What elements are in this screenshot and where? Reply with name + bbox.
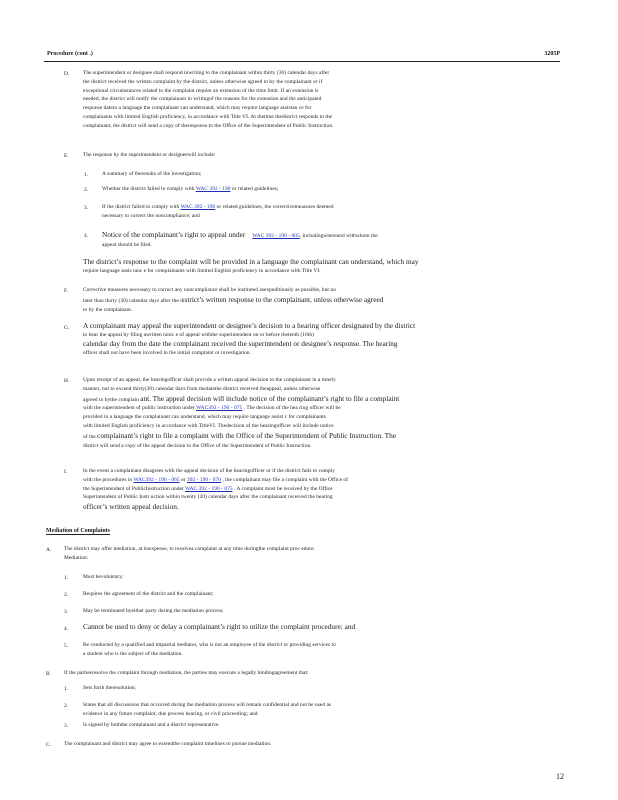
text-line: calendar day from the date the complainant received the superintendent or designee’s response. The hearing <box>83 339 398 349</box>
e-item-4-text <box>102 230 554 250</box>
e-closing <box>83 257 555 275</box>
text-line: complainant, the district will send a copy of theresponse to the Office of the Superintendent of Public Instruction. <box>83 122 334 129</box>
med-a-4-num: 4. <box>64 626 69 632</box>
med-b-1-text: Sets forth theresolution; <box>83 685 137 691</box>
text-line: evidence in any future complaint, due process hearing, or civil proceeding; and <box>83 710 258 717</box>
text-line: require language assis tanc e for complainants with limited English proficiency in accordance with Title VI. <box>83 267 321 274</box>
text-line: Be conducted by a qualified and impartial mediator, who is not an employee of the district or providing services to <box>83 642 336 648</box>
text-fragment: Whether the district failed to comply with <box>102 186 196 192</box>
wac-link[interactable]: 392 - 190 - 070 <box>186 476 221 483</box>
text-fragment: , the complainant may file a complaint with the Office of <box>220 476 349 483</box>
wac-link[interactable]: WAC 392 - 190 - 005 <box>252 233 300 239</box>
med-a-3-num: 3. <box>64 609 69 615</box>
e-item-3-num: 3. <box>84 205 89 211</box>
text-line: appeal should be filed. <box>102 241 152 248</box>
med-b-3-num: 3. <box>64 723 69 729</box>
item-g-text <box>83 321 555 358</box>
med-a-label: A. <box>46 547 52 553</box>
med-a-2-text: Requires the agreement of the district and the complainant; <box>83 591 214 597</box>
text-line: The district’s response to the complaint will be provided in a language the complainant can understand, which may <box>83 257 419 266</box>
text-fragment: agreed to bythe complain <box>83 396 141 403</box>
page-number: 12 <box>556 772 564 781</box>
text-line: The district may offer mediation, at itsexpense, to resolvea complaint at any time duringthe complaint proc edure. <box>64 546 315 552</box>
med-b-intro: If the partiesresolve the complaint through mediation, the parties may execute a legally bindingagreement that: <box>64 670 309 676</box>
text-line: officer shall not have been involved in the initial complaint or investigation. <box>83 349 251 356</box>
wac-link[interactable]: WAC 392 - 190 <box>195 186 231 192</box>
text-line: the district received the written complaint by the district, unless otherwise agreed to by the complainant or if <box>83 78 323 85</box>
med-a-1-text: Must bevoluntary; <box>83 574 124 580</box>
med-a-4-text: Cannot be used to deny or delay a complainant’s right to utilize the complaint procedure; and <box>83 622 356 631</box>
text-line: The superintendent or designee shall respond inwriting to the complainant within thirty (30) calendar days after <box>83 70 330 76</box>
text-fragment: later than thirty (30) calendar days after the di <box>83 297 185 304</box>
text-line: district will send a copy of the appeal decision to the Office of the Superintendent of Public Instruction. <box>83 442 312 449</box>
med-c-label: C. <box>46 742 51 748</box>
text-line: States that all discussions that occurred during the mediation process will remain confidential and not be used as <box>83 702 332 708</box>
e-item-2-text <box>102 185 552 194</box>
text-fragment: or related guidelines, the correctivemeasures deemed <box>215 204 334 210</box>
text-fragment: , includingwhereand withwhom the <box>299 233 378 239</box>
text-fragment: Notice of the complainant’s right to appeal under <box>102 230 246 239</box>
med-a-5-num: 5. <box>64 643 69 649</box>
procedure-header <box>44 49 560 62</box>
text-fragment: or <box>179 476 187 483</box>
text-fragment: the Superintendent of PublicInstruction under <box>83 485 186 492</box>
med-a-1-num: 1. <box>64 575 69 581</box>
text-line: with limited English proficiency in accordance with TitleVI. Thedecision of the hearingofficer will include notice <box>83 422 334 429</box>
e-item-1-text: A summary of theresults of the investigation; <box>102 171 202 177</box>
text-line: Mediation: <box>64 554 89 561</box>
med-a-2-num: 2. <box>64 592 69 598</box>
med-a-5-text <box>83 641 555 659</box>
text-line: In the event a complainant disagrees with the appeal decision of the hearingofficer or if the district fails to comply <box>83 468 336 474</box>
header-code: 3205P <box>544 51 560 57</box>
item-e-intro: The response by the superintendent or designeewill include: <box>83 152 216 158</box>
med-a-text <box>64 545 558 563</box>
text-fragment: with the superintendent of public instruction under <box>83 405 197 412</box>
e-item-2-num: 2. <box>84 187 89 193</box>
e-item-4-num: 4. <box>84 233 89 239</box>
text-line: A complainant may appeal the superintendent or designee’s decision to a hearing officer designated by the district <box>83 321 416 330</box>
e-item-1-num: 1. <box>84 172 89 178</box>
med-b-2-text <box>83 701 555 719</box>
text-fragment: . The decision of the hea ring officer will be <box>242 405 341 412</box>
item-f-label: F. <box>64 288 68 294</box>
text-fragment: strict’s written response to the complainant, unless otherwise agreed <box>184 294 384 304</box>
text-line: necessary to correct the noncompliance; and <box>102 212 200 219</box>
text-fragment: or related guidelines; <box>230 186 279 192</box>
wac-link[interactable]: WAC 392 - 190 <box>180 204 216 210</box>
med-b-1-num: 1. <box>64 686 69 692</box>
item-d-label: D. <box>64 71 70 77</box>
text-fragment: of the <box>83 433 98 440</box>
text-line: provided in a language the complainant can understand, which may require language assist c for complainants <box>83 414 326 421</box>
med-b-label: B. <box>46 671 51 677</box>
text-fragment: . A complaint must be received by the Office <box>232 485 333 492</box>
wac-link[interactable]: WAC392 - 190 - 065 <box>133 476 180 483</box>
text-fragment: If the district failed to comply with <box>102 204 181 210</box>
item-e-label: E. <box>64 153 69 159</box>
text-line: complainants with limited English proficiency, in accordance with Title VI. At thetime thedistrict responds to the <box>83 113 333 120</box>
text-line: to hear the appeal by filing awritten notic e of appeal withthe superintendent on or before thetenth (10th) <box>83 331 314 338</box>
item-h-text <box>83 376 555 450</box>
text-line: needed, the district will notify the complainant in writingof the reasons for the extension and the anticipated <box>83 96 322 103</box>
e-item-3-text <box>102 203 552 221</box>
text-line: a student who is the subject of the mediation. <box>83 650 183 657</box>
text-line: response datein a language the complainant can understand, which may require language assistan ce for <box>83 105 312 112</box>
wac-link[interactable]: WAC392 - 190 - 075 <box>196 405 243 412</box>
text-fragment: complainant’s right to file a complaint with the Office of the Superintendent of Public Instruction. The <box>97 430 396 440</box>
text-line: Superintendent of Public Instr uction within twenty (20) calendar days after the complainant received the hearing <box>83 494 333 501</box>
med-b-3-text: Is signed by boththe complainant and a district representative. <box>83 722 220 728</box>
item-d-text <box>83 69 553 131</box>
text-line: Upon receipt of an appeal, the hearingofficer shall provide a written appeal decision to the complainant in a timely <box>83 377 336 383</box>
med-b-2-num: 2. <box>64 703 69 709</box>
header-title: Procedure (cont .) <box>47 51 93 57</box>
med-c-text: The complainant and district may agree to extendthe complaint timelines to pursue mediation. <box>64 741 272 747</box>
med-a-3-text: May be terminated byeither party during the mediation process; <box>83 608 224 614</box>
mediation-heading: Mediation of Complaints <box>46 528 111 534</box>
text-line: manner, not to exceed thirty(30) calendar days from thedatethe district received theappeal, unless otherwise <box>83 385 321 392</box>
item-h-label: H. <box>64 378 70 384</box>
item-i-text <box>83 467 555 512</box>
text-fragment: with the procedures in <box>83 476 134 483</box>
item-g-label: G. <box>64 325 70 331</box>
text-line: officer’s written appeal decision. <box>83 502 179 512</box>
item-i-label: I. <box>64 469 68 475</box>
text-line: Corrective measures necessary to correct any noncompliance shall be instituted asexpeditiously as possible, but no <box>83 287 336 293</box>
wac-link[interactable]: WAC 392 - 190 - 075 <box>185 485 233 492</box>
text-fragment: ant. The appeal decision will include notice of the complainant’s right to file a complaint <box>140 393 400 403</box>
item-f-text <box>83 286 555 314</box>
text-line: exceptional circumstances related to the complaint require an extension of the time limit. If an extension is <box>83 87 319 94</box>
text-line: to by the complainant. <box>83 306 133 313</box>
